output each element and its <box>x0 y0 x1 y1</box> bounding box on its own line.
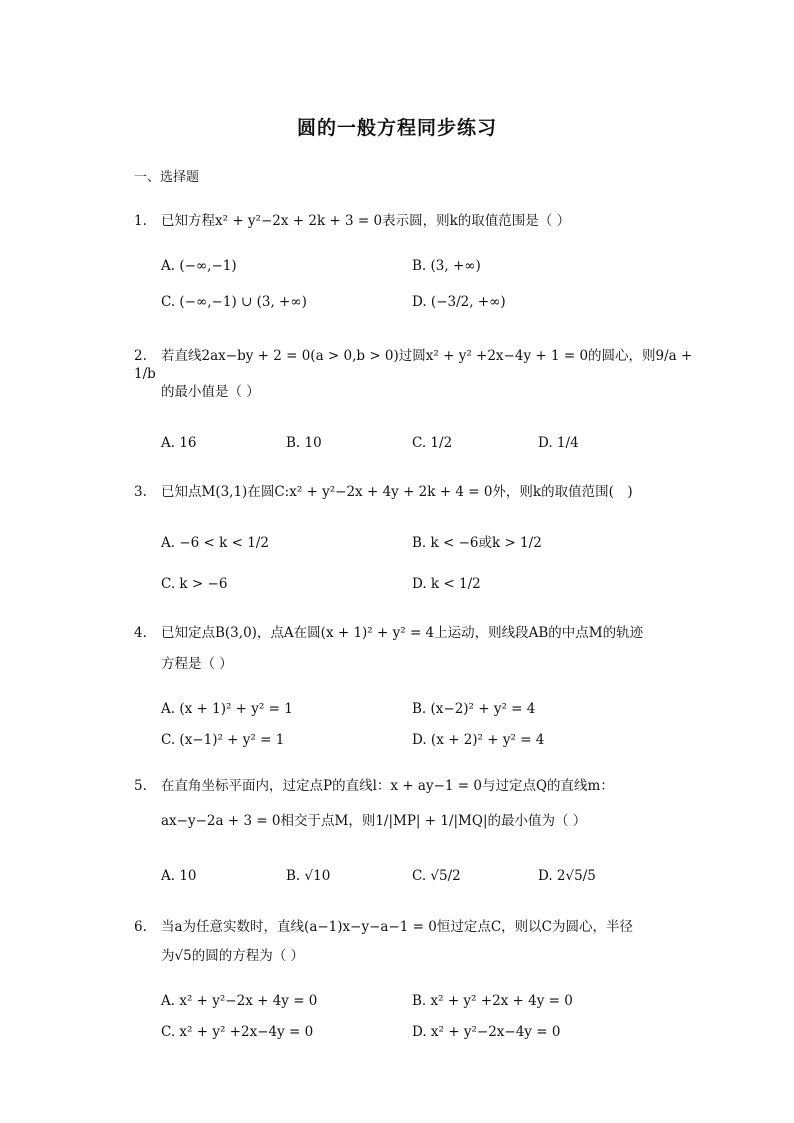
question-5-stem <box>134 777 694 795</box>
question-5-continuation: ax−y−2a + 3 = 0相交于点M，则1/|MP| + 1/|MQ|的最小值为（ ） <box>161 813 587 829</box>
option-c: C. √5/2 <box>412 868 461 884</box>
option-b: B. √10 <box>286 868 331 884</box>
page-title: 圆的一般方程同步练习 <box>296 117 497 139</box>
question-number: 2. <box>134 348 147 364</box>
option-a: A. x² + y²−2x + 4y = 0 <box>161 993 318 1009</box>
question-3-stem <box>134 483 694 501</box>
option-b: B. x² + y² +2x + 4y = 0 <box>412 993 573 1009</box>
option-a: A. (x + 1)² + y² = 1 <box>161 701 293 717</box>
option-d: D. x² + y²−2x−4y = 0 <box>412 1024 561 1040</box>
option-b: B. (x−2)² + y² = 4 <box>412 701 536 717</box>
question-text: 已知方程x² + y²−2x + 2k + 3 = 0表示圆，则k的取值范围是（ ） <box>161 213 571 229</box>
question-4-stem <box>134 624 694 642</box>
option-d: D. k < 1/2 <box>412 576 481 592</box>
option-d: D. 1/4 <box>538 435 579 451</box>
option-d: D. (−3/2, +∞) <box>412 294 506 310</box>
section-heading: 一、选择题 <box>134 170 200 185</box>
option-d: D. 2√5/5 <box>538 868 596 884</box>
option-c: C. 1/2 <box>412 435 453 451</box>
option-a: A. 10 <box>161 868 197 884</box>
question-number: 6. <box>134 919 147 935</box>
option-c: C. (x−1)² + y² = 1 <box>161 732 285 748</box>
question-text: 若直线2ax−by + 2 = 0(a > 0,b > 0)过圆x² + y² +2x−4y + 1 = 0的圆心，则9/a + 1/b <box>134 348 693 382</box>
option-c: C. (−∞,−1) ∪ (3, +∞) <box>161 294 307 310</box>
option-a: A. (−∞,−1) <box>161 258 237 274</box>
question-text: 在直角坐标平面内，过定点P的直线l：x + ay−1 = 0与过定点Q的直线m： <box>161 778 614 794</box>
option-c: C. x² + y² +2x−4y = 0 <box>161 1024 314 1040</box>
question-1-stem <box>134 212 694 230</box>
question-text: 已知定点B(3,0)，点A在圆(x + 1)² + y² = 4上运动，则线段AB的中点M的轨迹 <box>161 625 644 641</box>
question-text: 已知点M(3,1)在圆C:x² + y²−2x + 4y + 2k + 4 = 0外，则k的取值范围( ) <box>161 484 633 500</box>
option-c: C. k > −6 <box>161 576 228 592</box>
option-b: B. 10 <box>286 435 322 451</box>
question-text: 当a为任意实数时，直线(a−1)x−y−a−1 = 0恒过定点C，则以C为圆心，半径 <box>161 919 633 935</box>
question-2-continuation: 的最小值是（ ） <box>161 384 260 400</box>
option-b: B. k < −6或k > 1/2 <box>412 535 542 551</box>
option-a: A. 16 <box>161 435 197 451</box>
option-a: A. −6 < k < 1/2 <box>161 535 269 551</box>
question-number: 3. <box>134 484 147 500</box>
question-2-stem <box>134 347 694 383</box>
question-4-continuation: 方程是（ ） <box>161 656 233 672</box>
question-number: 4. <box>134 625 147 641</box>
option-b: B. (3, +∞) <box>412 258 481 274</box>
question-number: 5. <box>134 778 147 794</box>
question-6-stem <box>134 918 694 936</box>
question-number: 1. <box>134 213 147 229</box>
option-d: D. (x + 2)² + y² = 4 <box>412 732 545 748</box>
question-6-continuation: 为√5的圆的方程为（ ） <box>161 948 304 964</box>
